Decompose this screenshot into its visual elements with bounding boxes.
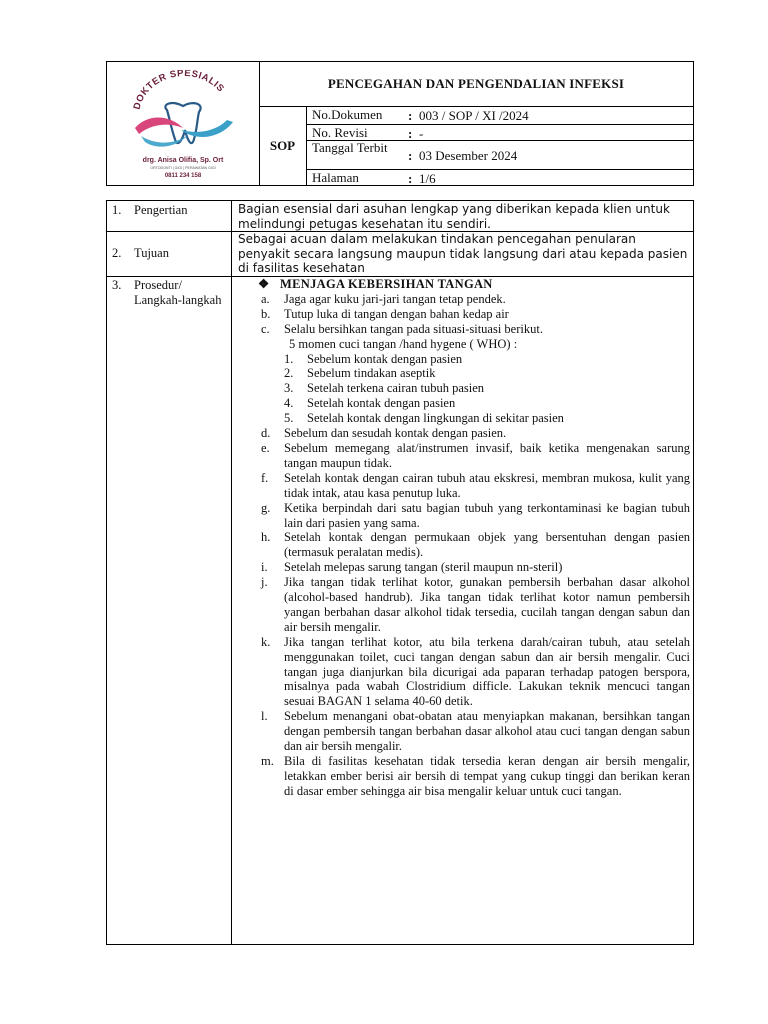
- item-text: Ketika berpindah dari satu bagian tubuh yang terkontaminasi ke bagian tubuh lain dari pasien yang sama.: [284, 500, 690, 530]
- section-tujuan-text: Sebagai acuan dalam melakukan tindakan pencegahan penularan penyakit secara langsung maupun tidak langsung dari atau kepada pasien di fasilitas kesehatan: [238, 232, 688, 276]
- item-marker: 1.: [284, 351, 294, 366]
- section-number: 3.: [112, 278, 122, 292]
- meta-key: No. Revisi: [312, 125, 368, 140]
- meta-key: Tanggal Terbit: [312, 140, 388, 155]
- document-title: PENCEGAHAN DAN PENGENDALIAN INFEKSI: [259, 62, 693, 107]
- meta-colon: :: [408, 126, 413, 141]
- procedure-item: [238, 560, 690, 575]
- document-header: [106, 61, 694, 186]
- meta-colon: :: [408, 108, 413, 123]
- logo-sub: ORTODONTI | GIGI | PERAWATAN GIGI: [150, 166, 216, 170]
- meta-value: 003 / SOP / XI /2024: [419, 108, 529, 123]
- item-text: Setelah kontak dengan lingkungan di sekitar pasien: [307, 411, 564, 426]
- clinic-logo: [117, 70, 249, 180]
- moment-item: [238, 381, 690, 396]
- procedure-item: [238, 292, 690, 307]
- item-marker: f.: [261, 470, 269, 485]
- moments-intro: 5 momen cuci tangan /hand hygene ( WHO) :: [289, 336, 518, 351]
- item-text: Setelah kontak dengan pasien: [307, 396, 456, 411]
- section-label: Tujuan: [134, 246, 169, 260]
- meta-key: Halaman: [312, 170, 359, 185]
- section-label: Pengertian: [134, 203, 188, 217]
- item-marker: b.: [261, 306, 271, 321]
- item-marker: j.: [261, 575, 268, 590]
- procedure-item: [238, 754, 690, 799]
- meta-row-halaman: [307, 169, 693, 186]
- svg-text:DOKTER SPESIALIS: DOKTER SPESIALIS: [131, 70, 227, 111]
- item-marker: k.: [261, 634, 271, 649]
- item-marker: a.: [261, 291, 270, 306]
- item-text: Sebelum memegang alat/instrumen invasif, baik ketika mengenakan sarung tangan maupun tidak.: [284, 440, 690, 470]
- item-text: Setelah melepas sarung tangan (steril maupun nn-steril): [284, 560, 563, 575]
- section-pengertian-text: Bagian esensial dari asuhan lengkap yang diberikan kepada klien untuk melindungi petugas kesehatan itu sendiri.: [238, 202, 670, 231]
- item-marker: e.: [261, 440, 270, 455]
- item-marker: i.: [261, 560, 268, 575]
- procedure-content: [238, 277, 690, 799]
- procedure-item: [238, 426, 690, 441]
- meta-row-no-dokumen: [307, 106, 693, 125]
- logo-cell: [107, 62, 260, 185]
- item-marker: c.: [261, 321, 270, 336]
- item-text: Sebelum dan sesudah kontak dengan pasien.: [284, 426, 507, 441]
- document-meta: [307, 106, 693, 185]
- item-text: Jaga agar kuku jari-jari tangan tetap pendek.: [284, 291, 506, 306]
- procedure-heading-text: MENJAGA KEBERSIHAN TANGAN: [280, 277, 493, 291]
- logo-name: drg. Anisa Olifia, Sp. Ort: [142, 157, 224, 164]
- item-marker: m.: [261, 754, 274, 768]
- procedure-item: [238, 709, 690, 754]
- moment-item: [238, 396, 690, 411]
- item-text: Setelah kontak dengan permukaan objek yang bersentuhan dengan pasien (termasuk peralatan medis).: [284, 530, 690, 560]
- diamond-bullet-icon: ❖: [258, 277, 270, 291]
- item-text: Setelah terkena cairan tubuh pasien: [307, 381, 485, 396]
- procedure-heading: [238, 277, 690, 292]
- procedure-item: [238, 575, 690, 635]
- item-text: Tutup luka di tangan dengan bahan kedap air: [284, 306, 509, 321]
- moment-item: [238, 366, 690, 381]
- procedure-item: [238, 530, 690, 560]
- item-text: Jika tangan tidak terlihat kotor, gunakan pembersih berbahan dasar alkohol (alcohol-based handrub). Jika tangan tidak terlihat kotor namun pembersih yangan berbahan dasar alkohol tidak tersedia, cucilah tangan dengan sabun dan air bersih mengalir.: [284, 575, 690, 634]
- item-marker: d.: [261, 426, 271, 441]
- moment-item: [238, 352, 690, 367]
- meta-row-tanggal-terbit: [307, 140, 693, 170]
- meta-key: No.Dokumen: [312, 107, 383, 122]
- item-text: Bila di fasilitas kesehatan tidak tersedia keran dengan air bersih mengalir, letakkan ember berisi air bersih di tempat yang cukup tinggi dan berikan keran di dasar ember sehingga air bisa mengalir keluar untuk cuci tangan.: [284, 754, 690, 798]
- item-text: Sebelum tindakan aseptik: [307, 366, 436, 381]
- item-text: Jika tangan terlihat kotor, atu bila terkena darah/cairan tubuh, atau setelah menggunakan toilet, cuci tangan dengan sabun dan air bersih mengalir. Cuci tangan juga dianjurkan bila dicurigai ada paparan terhadap patogen berspora, misalnya pada wabah Clostridium difficle. Lakukan teknik mencuci tangan sesuai BAGAN 1 selama 40-60 detik.: [284, 634, 690, 709]
- item-marker: 5.: [284, 411, 294, 426]
- meta-value: 03 Desember 2024: [419, 148, 518, 163]
- procedure-item: [238, 635, 690, 710]
- item-text: Sebelum kontak dengan pasien: [307, 351, 463, 366]
- meta-value: -: [419, 126, 424, 141]
- section-number: 2.: [112, 246, 122, 260]
- procedure-item: [238, 322, 690, 337]
- procedure-item: [238, 307, 690, 322]
- procedure-item: [238, 441, 690, 471]
- item-marker: l.: [261, 709, 268, 724]
- logo-phone: 0811 234 158: [164, 173, 202, 179]
- section-label: Prosedur/ Langkah-langkah: [134, 278, 222, 307]
- item-text: Sebelum menangani obat-obatan atau menyiapkan makanan, bersihkan tangan dengan pembersih tangan berbahan dasar alkohol atau cuci tangan dengan sabun dan air bersih mengalir.: [284, 709, 690, 754]
- item-marker: g.: [261, 500, 271, 515]
- sop-body-table: [106, 200, 694, 945]
- section-number: 1.: [112, 203, 122, 217]
- procedure-item: [238, 471, 690, 501]
- meta-row-no-revisi: [307, 124, 693, 141]
- meta-colon: :: [408, 171, 413, 186]
- item-marker: h.: [261, 530, 271, 545]
- meta-value: 1/6: [419, 171, 436, 186]
- item-marker: 3.: [284, 381, 294, 396]
- procedure-item: [238, 501, 690, 531]
- item-marker: 4.: [284, 396, 294, 411]
- sop-label: SOP: [259, 106, 307, 185]
- meta-colon: :: [408, 148, 413, 163]
- moment-item: [238, 411, 690, 426]
- column-divider: [231, 201, 232, 944]
- item-marker: 2.: [284, 366, 294, 381]
- item-text: Setelah kontak dengan cairan tubuh atau ekskresi, membran mukosa, kulit yang tidak intak, atau kasa penutup luka.: [284, 470, 690, 500]
- item-text: Selalu bersihkan tangan pada situasi-situasi berikut.: [284, 321, 543, 336]
